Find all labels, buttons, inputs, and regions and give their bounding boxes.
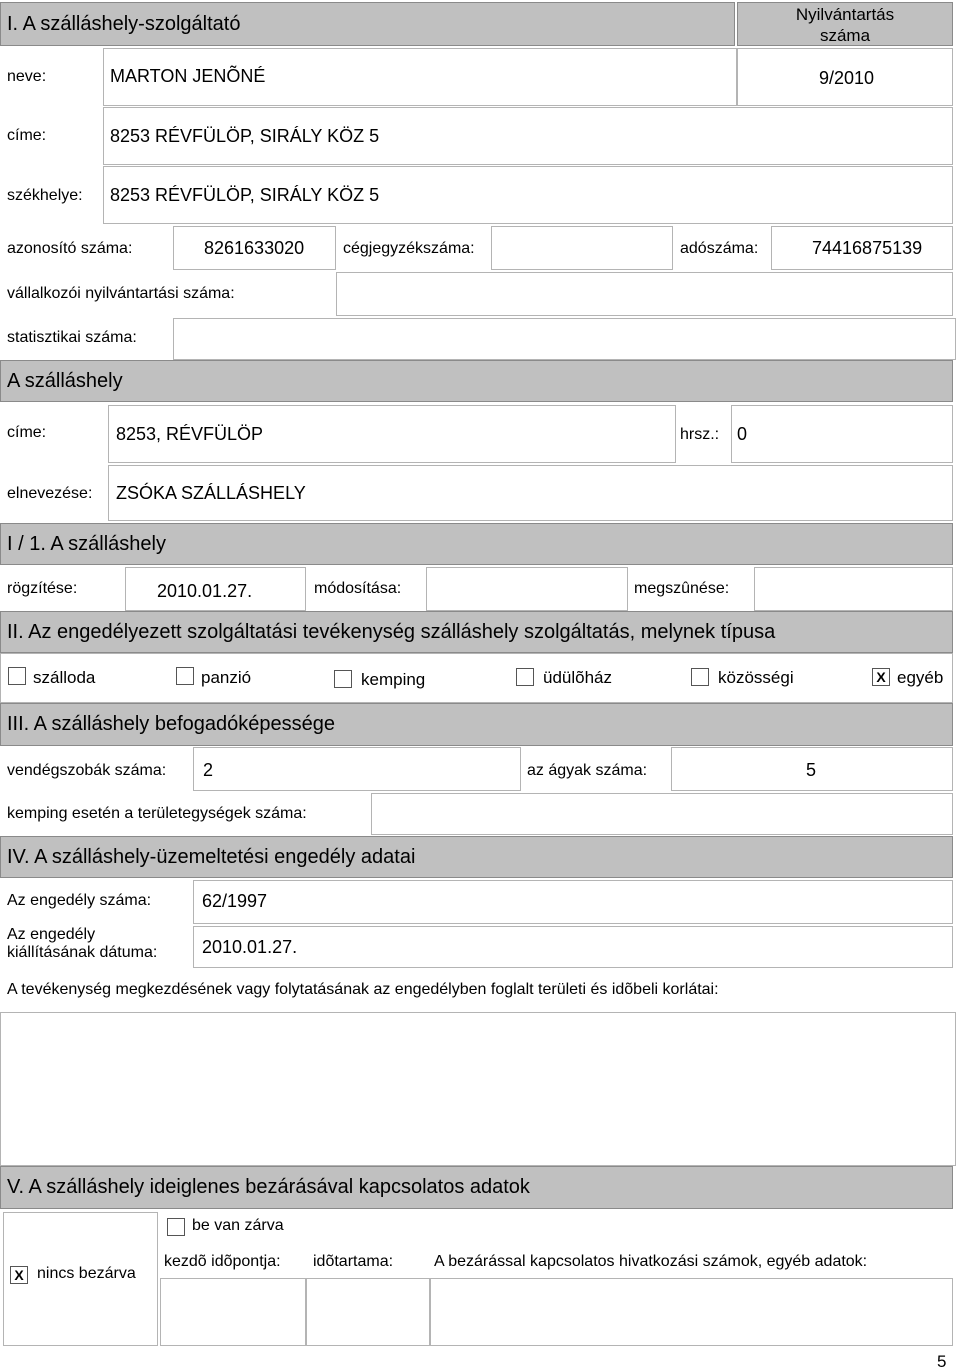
camping-units-label: kemping esetén a területegységek száma: xyxy=(7,805,307,822)
terminated-field xyxy=(754,567,953,611)
service-type-row xyxy=(0,653,953,703)
type-kozossegi-checkbox[interactable] xyxy=(691,668,709,686)
company-reg-field xyxy=(491,226,673,270)
hrsz-label: hrsz.: xyxy=(680,426,720,443)
type-szalloda-label: szálloda xyxy=(33,668,96,687)
section-4-title: IV. A szálláshely-üzemeltetési engedély adatai xyxy=(7,845,416,868)
not-closed-checkbox[interactable]: X xyxy=(10,1266,28,1284)
type-udulohaz-checkbox[interactable] xyxy=(516,668,534,686)
hrsz-value: 0 xyxy=(737,424,748,444)
provider-address-label: címe: xyxy=(7,127,47,144)
place-name-label: elnevezése: xyxy=(7,485,93,502)
type-kozossegi-label: közösségi xyxy=(718,668,794,687)
beds-value: 5 xyxy=(806,760,817,780)
type-kemping-checkbox[interactable] xyxy=(334,670,352,688)
place-title: A szálláshely xyxy=(7,369,123,392)
provider-seat-value: 8253 RÉVFÜLÖP, SIRÁLY KÖZ 5 xyxy=(110,185,380,205)
type-panzio-label: panzió xyxy=(201,668,252,687)
guest-rooms-field xyxy=(193,747,521,791)
provider-name-label: neve: xyxy=(7,68,47,85)
section-1-1-title: I / 1. A szálláshely xyxy=(7,532,166,555)
place-address-value: 8253, RÉVFÜLÖP xyxy=(116,424,264,444)
section-4-header xyxy=(0,836,953,878)
guest-rooms-label: vendégszobák száma: xyxy=(7,762,167,779)
section-3-title: III. A szálláshely befogadóképessége xyxy=(7,713,336,735)
place-address-label: címe: xyxy=(7,424,47,441)
section-2-title: II. Az engedélyezett szolgáltatási tevékenység szálláshely szolgáltatás, melynek típusa xyxy=(7,620,776,643)
section-1-header xyxy=(0,2,735,46)
stat-number-field xyxy=(173,318,956,360)
modified-field xyxy=(426,567,628,611)
entrepreneur-reg-field xyxy=(336,272,953,316)
page-number: 5 xyxy=(937,1352,947,1371)
recorded-value: 2010.01.27. xyxy=(157,581,253,601)
tax-number-label: adószáma: xyxy=(680,240,759,257)
close-duration-field xyxy=(306,1278,430,1346)
section-2-header xyxy=(0,611,953,653)
place-name-value: ZSÓKA SZÁLLÁSHELY xyxy=(116,483,306,503)
guest-rooms-value: 2 xyxy=(203,760,214,780)
registration-number-header xyxy=(737,2,953,46)
permit-issue-label-line1: Az engedély xyxy=(7,926,96,943)
section-1-title: I. A szálláshely-szolgáltató xyxy=(7,12,241,35)
provider-seat-label: székhelye: xyxy=(7,187,83,204)
registration-number-value: 9/2010 xyxy=(819,68,875,88)
not-closed-label: nincs bezárva xyxy=(37,1265,136,1282)
place-header xyxy=(0,360,953,402)
provider-name-value: MARTON JENÕNÉ xyxy=(110,66,266,86)
closed-label: be van zárva xyxy=(192,1217,284,1234)
modified-label: módosítása: xyxy=(314,580,402,597)
type-udulohaz-label: üdülõház xyxy=(543,668,613,687)
close-start-field xyxy=(160,1278,306,1346)
provider-address-value: 8253 RÉVFÜLÖP, SIRÁLY KÖZ 5 xyxy=(110,126,380,146)
tax-number-value: 74416875139 xyxy=(812,238,923,258)
type-panzio-checkbox[interactable] xyxy=(176,667,194,685)
id-number-label: azonosító száma: xyxy=(7,240,133,257)
restrictions-label: A tevékenység megkezdésének vagy folytatásának az engedélyben foglalt területi és idõbeli korlátai: xyxy=(7,981,719,998)
entrepreneur-reg-label: vállalkozói nyilvántartási száma: xyxy=(7,285,235,302)
recorded-label: rögzítése: xyxy=(7,580,78,597)
permit-number-label: Az engedély száma: xyxy=(7,892,152,909)
stat-number-label: statisztikai száma: xyxy=(7,329,137,346)
id-number-value: 8261633020 xyxy=(204,238,305,258)
section-5-title: V. A szálláshely ideiglenes bezárásával kapcsolatos adatok xyxy=(7,1176,530,1198)
beds-label: az ágyak száma: xyxy=(527,762,648,779)
permit-issue-label xyxy=(7,926,157,962)
permit-number-value: 62/1997 xyxy=(202,891,268,911)
section-1-1-header xyxy=(0,523,953,565)
permit-number-field xyxy=(193,880,953,924)
close-refs-field xyxy=(430,1278,953,1346)
section-5-header xyxy=(0,1166,953,1209)
camping-units-field xyxy=(371,793,953,835)
close-duration-label: idõtartama: xyxy=(313,1253,394,1270)
registration-label-line2: száma xyxy=(819,26,871,45)
permit-issue-field xyxy=(193,926,953,968)
close-refs-label: A bezárással kapcsolatos hivatkozási számok, egyéb adatok: xyxy=(434,1253,868,1270)
hrsz-field xyxy=(731,405,953,463)
type-egyeb-checkbox[interactable]: X xyxy=(872,668,890,686)
company-reg-label: cégjegyzékszáma: xyxy=(343,240,475,257)
terminated-label: megszûnése: xyxy=(634,580,730,597)
section-3-header xyxy=(0,703,953,746)
type-kemping-label: kemping xyxy=(361,670,426,689)
permit-issue-label-line2: kiállításának dátuma: xyxy=(7,944,158,961)
close-start-label: kezdõ idõpontja: xyxy=(164,1253,281,1270)
closed-checkbox[interactable] xyxy=(167,1218,185,1236)
type-egyeb-label: egyéb xyxy=(897,668,944,687)
permit-issue-value: 2010.01.27. xyxy=(202,937,298,957)
registration-label-line1: Nyilvántartás xyxy=(795,5,895,24)
restrictions-field xyxy=(0,1012,956,1166)
type-szalloda-checkbox[interactable] xyxy=(8,667,26,685)
